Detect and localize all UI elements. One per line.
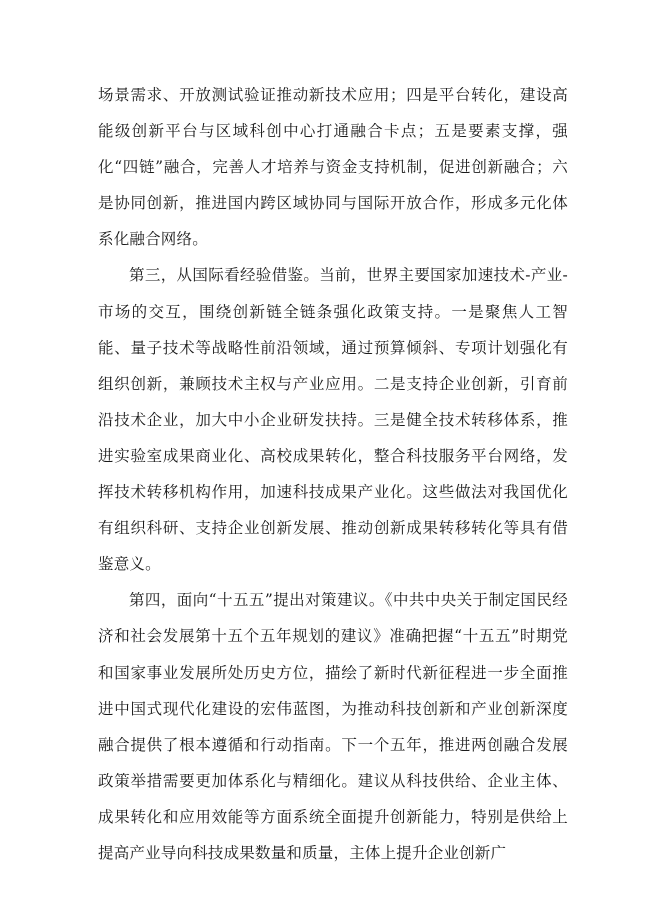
paragraph-international-experience: 第三，从国际看经验借鉴。当前，世界主要国家加速技术-产业-市场的交互，围绕创新链全链条强化政策支持。一是聚焦人工智能、量子技术等战略性前沿领域，通过预算倾斜、专项计划强化有组织创新，兼顾技术主权与产业应用。二是支持企业创新，引育前沿技术企业，加大中小企业研发扶持。三是健全技术转移体系，推进实验室成果商业化、高校成果转化，整合科技服务平台网络，发挥技术转移机构作用，加速科技成果产业化。这些做法对我国优化有组织科研、支持企业创新发展、推动创新成果转移转化等具有借鉴意义。 [98, 266, 568, 574]
paragraph-continued: 场景需求、开放测试验证推动新技术应用；四是平台转化，建设高能级创新平台与区域科创中心打通融合卡点；五是要素支撑，强化“四链”融合，完善人才培养与资金支持机制，促进创新融合；六是协同创新，推进国内跨区域协同与国际开放合作，形成多元化体系化融合网络。 [98, 86, 568, 249]
paragraph-policy-recommendations: 第四，面向“十五五”提出对策建议。《中共中央关于制定国民经济和社会发展第十五个五年规划的建议》准确把握“十五五”时期党和国家事业发展所处历史方位，描绘了新时代新征程进一步全面推进中国式现代化建设的宏伟蓝图，为推动科技创新和产业创新深度融合提供了根本遵循和行动指南。下一个五年，推进两创融合发展政策举措需要更加体系化与精细化。建议从科技供给、企业主体、成果转化和应用效能等方面系统全面提升创新能力，特别是供给上提高产业导向科技成果数量和质量，主体上提升企业创新广 [98, 591, 568, 862]
body-text [98, 77, 568, 871]
